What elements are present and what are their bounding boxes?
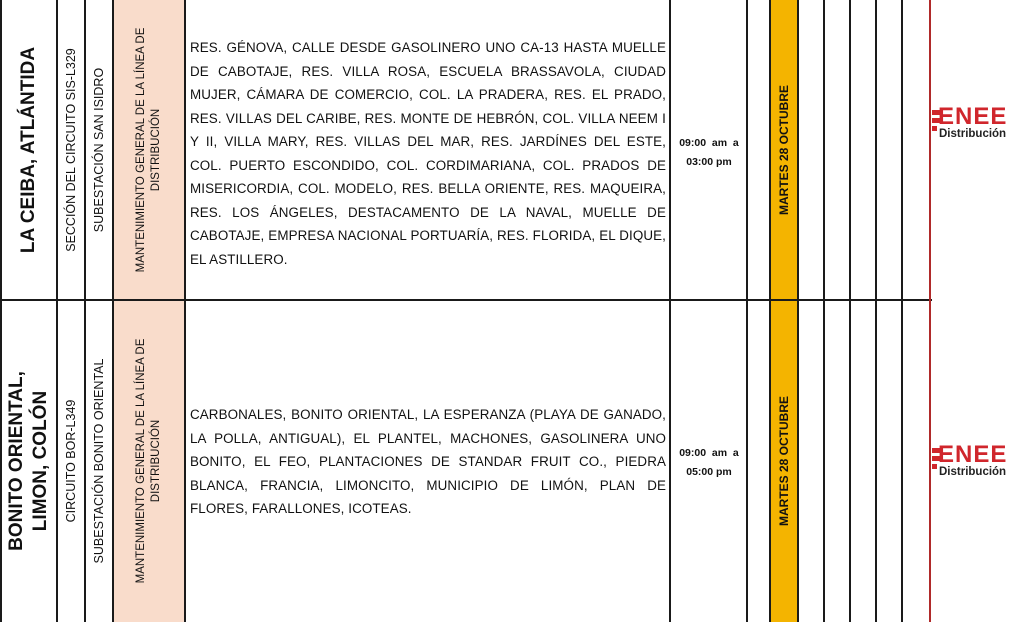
row-divider: [0, 299, 932, 301]
work-label: MANTENIMIENTO GENERAL DE LA LÍNEA DE DISTRIBUCIÓN: [135, 338, 162, 584]
enee-logo: [930, 103, 1024, 147]
date-cell: [771, 0, 797, 300]
logo-wordmark: ENEE: [938, 441, 1008, 468]
substation-cell: [86, 300, 112, 622]
logo-subtitle: Distribución: [939, 128, 1007, 140]
column-divider: [823, 0, 825, 622]
column-divider: [875, 0, 877, 622]
column-divider: [849, 0, 851, 622]
time-range: 09:00 am a 05:00 pm: [679, 447, 739, 478]
date-label: MARTES 28 OCTUBRE: [777, 84, 791, 216]
logo-subtitle: Distribución: [939, 466, 1007, 478]
column-divider: [797, 0, 799, 622]
column-divider: [84, 0, 86, 622]
substation-label: SUBESTACIÓN BONITO ORIENTAL: [92, 358, 106, 564]
work-cell: [114, 0, 184, 300]
logo-wordmark: ENEE: [938, 103, 1008, 130]
location-label: LA CEIBA, ATLÁNTIDA: [18, 46, 39, 254]
column-divider: [901, 0, 903, 622]
work-cell: [114, 300, 184, 622]
location-label: BONITO ORIENTAL, LIMON, COLÓN: [6, 371, 51, 551]
circuit-cell: [58, 0, 84, 300]
logo-bar-icon: [932, 126, 937, 131]
column-divider: [929, 0, 931, 622]
enee-logo: [930, 441, 1024, 485]
substation-cell: [86, 0, 112, 300]
circuit-label: CIRCUITO BOR-L349: [64, 399, 78, 523]
column-divider: [746, 0, 748, 622]
date-cell: [771, 300, 797, 622]
date-label: MARTES 28 OCTUBRE: [777, 395, 791, 527]
table-row: [0, 0, 1024, 300]
affected-areas-text: RES. GÉNOVA, CALLE DESDE GASOLINERO UNO CA-13 HASTA MUELLE DE CABOTAJE, RES. VILLA ROSA, ESCUELA BRASSAVOLA, CIUDAD MUJER, CÁMARA DE COMERCIO, COL. LA PRADERA, RES. EL PRADO, RES. VILLAS DEL CARIBE, RES. MONTE DE HEBRÓN, COL. VILLA NEEM I Y II, VILLA MARY, RES. VILLAS DEL MAR, RES. JARDÍNES DEL ESTE, COL. PUERTO ESCONDIDO, COL. CORDIMARIANA, COL. PRADOS DE MISERICORDIA, COL. MODELO, RES. BELLA ORIENTE, RES. MAQUEIRA, RES. LOS ÁNGELES, DESTACAMENTO DE LA NAVAL, MUELLE DE CABOTAJE, EMPRESA NACIONAL PORTUARÍA, RES. FLORIDA, EL DIQUE, EL ASTILLERO.: [190, 40, 666, 267]
work-label: MANTENIMIENTO GENERAL DE LA LÍNEA DE DISTRIBUCIÓN: [135, 27, 162, 273]
logo-bar-icon: [932, 464, 937, 469]
column-divider: [769, 0, 771, 622]
column-divider: [0, 0, 2, 622]
column-divider: [669, 0, 671, 622]
substation-label: SUBESTACIÓN SAN ISIDRO: [92, 67, 106, 233]
affected-areas-text: CARBONALES, BONITO ORIENTAL, LA ESPERANZA (PLAYA DE GANADO, LA POLLA, ANTIGUAL), EL PLANTEL, MACHONES, GASOLINERA UNO BONITO, EL FEO, PLANTACIONES DE STANDAR FRUIT CO., PIEDRA BLANCA, FRANCIA, LIMONCITO, MUNICIPIO DE LIMÓN, PLAN DE FLORES, FARALLONES, ICOTEAS.: [190, 407, 666, 516]
column-divider: [112, 0, 114, 622]
column-divider: [56, 0, 58, 622]
column-divider: [184, 0, 186, 622]
circuit-label: SECCIÓN DEL CIRCUITO SIS-L329: [64, 48, 78, 252]
circuit-cell: [58, 300, 84, 622]
time-range: 09:00 am a 03:00 pm: [679, 137, 739, 168]
location-cell: [2, 0, 56, 300]
location-cell: [2, 300, 56, 622]
